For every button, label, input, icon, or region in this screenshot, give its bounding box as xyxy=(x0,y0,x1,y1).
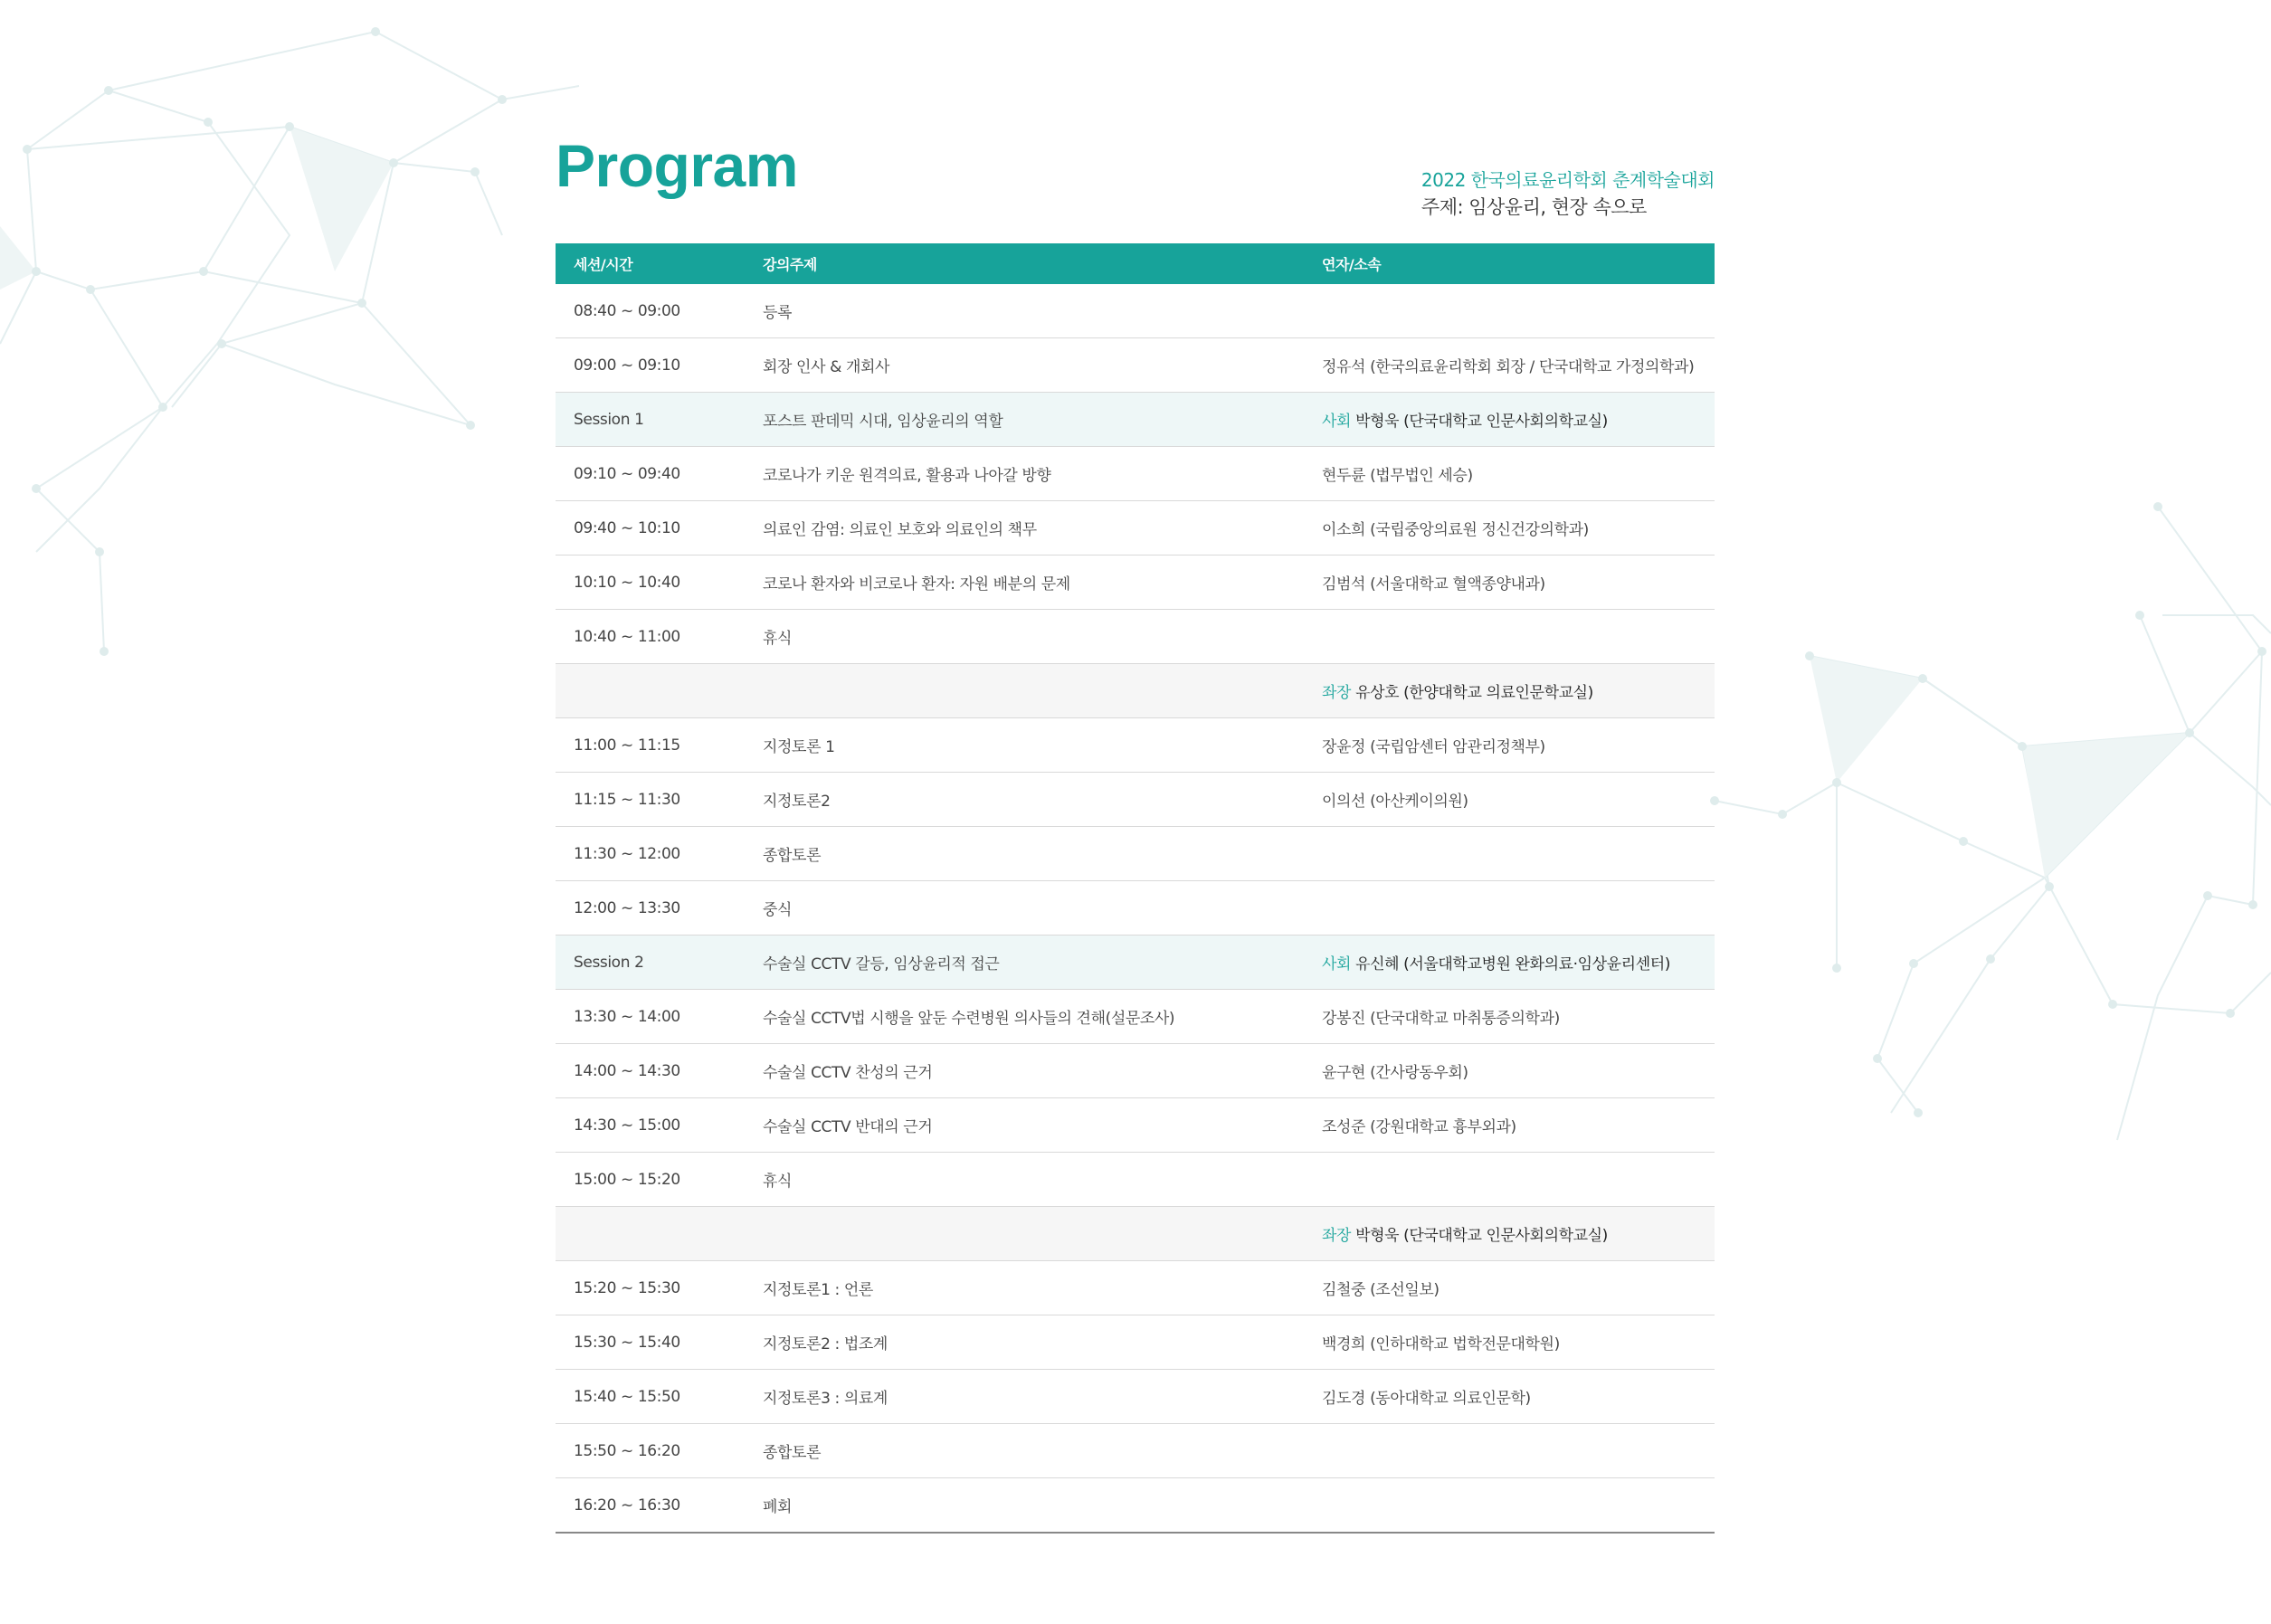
table-row xyxy=(556,1315,1715,1370)
speaker-role: 좌장 xyxy=(1322,684,1352,702)
cell-topic: 회장 인사 & 개회사 xyxy=(745,338,1304,393)
column-header-session-time: 세션/시간 xyxy=(556,243,745,284)
speaker-name: 유신혜 (서울대학교병원 완화의료·임상윤리센터) xyxy=(1355,955,1670,973)
cell-time xyxy=(556,1207,745,1261)
cell-time: 15:40 ~ 15:50 xyxy=(556,1370,745,1424)
speaker-name: 박형욱 (단국대학교 인문사회의학교실) xyxy=(1355,1227,1608,1245)
cell-topic: 등록 xyxy=(745,284,1304,338)
cell-topic: 종합토론 xyxy=(745,827,1304,881)
table-row xyxy=(556,1424,1715,1478)
cell-speaker xyxy=(1304,1153,1715,1207)
table-row xyxy=(556,881,1715,935)
cell-speaker: 강봉진 (단국대학교 마취통증의학과) xyxy=(1304,990,1715,1044)
page-title: Program xyxy=(556,132,798,199)
table-row xyxy=(556,556,1715,610)
cell-speaker xyxy=(1304,284,1715,338)
table-row xyxy=(556,338,1715,393)
table-row xyxy=(556,1478,1715,1534)
cell-topic: 수술실 CCTV 갈등, 임상윤리적 접근 xyxy=(745,935,1304,990)
cell-speaker: 김철중 (조선일보) xyxy=(1304,1261,1715,1315)
table-header-row xyxy=(556,243,1715,284)
table-row xyxy=(556,990,1715,1044)
cell-speaker: 윤구현 (간사랑동우회) xyxy=(1304,1044,1715,1098)
cell-time: 09:00 ~ 09:10 xyxy=(556,338,745,393)
program-table-body xyxy=(556,284,1715,1533)
speaker-role: 사회 xyxy=(1322,955,1352,973)
cell-speaker xyxy=(1304,393,1715,447)
cell-speaker: 조성준 (강원대학교 흉부외과) xyxy=(1304,1098,1715,1153)
cell-speaker xyxy=(1304,610,1715,664)
cell-time: 14:30 ~ 15:00 xyxy=(556,1098,745,1153)
cell-topic xyxy=(745,1207,1304,1261)
cell-topic: 휴식 xyxy=(745,1153,1304,1207)
event-name: 2022 한국의료윤리학회 춘계학술대회 xyxy=(1421,169,1715,191)
cell-topic: 코로나 환자와 비코로나 환자: 자원 배분의 문제 xyxy=(745,556,1304,610)
cell-topic: 수술실 CCTV 반대의 근거 xyxy=(745,1098,1304,1153)
cell-time: 08:40 ~ 09:00 xyxy=(556,284,745,338)
session-row xyxy=(556,935,1715,990)
cell-speaker: 백경희 (인하대학교 법학전문대학원) xyxy=(1304,1315,1715,1370)
cell-time: 10:40 ~ 11:00 xyxy=(556,610,745,664)
column-header-topic: 강의주제 xyxy=(745,243,1304,284)
cell-time: 11:15 ~ 11:30 xyxy=(556,773,745,827)
speaker-role: 사회 xyxy=(1322,413,1352,431)
cell-speaker: 현두륜 (법무법인 세승) xyxy=(1304,447,1715,501)
cell-topic xyxy=(745,664,1304,718)
cell-speaker: 장윤정 (국립암센터 암관리정책부) xyxy=(1304,718,1715,773)
cell-time: 15:20 ~ 15:30 xyxy=(556,1261,745,1315)
speaker-role: 좌장 xyxy=(1322,1227,1352,1245)
table-row xyxy=(556,1370,1715,1424)
cell-topic: 지정토론1 : 언론 xyxy=(745,1261,1304,1315)
cell-speaker: 이의선 (아산케이의원) xyxy=(1304,773,1715,827)
cell-time: 15:50 ~ 16:20 xyxy=(556,1424,745,1478)
cell-speaker xyxy=(1304,1478,1715,1534)
cell-time: 12:00 ~ 13:30 xyxy=(556,881,745,935)
cell-speaker: 이소희 (국립중앙의료원 정신건강의학과) xyxy=(1304,501,1715,556)
cell-time: 14:00 ~ 14:30 xyxy=(556,1044,745,1098)
cell-topic: 지정토론2 xyxy=(745,773,1304,827)
cell-topic: 수술실 CCTV 찬성의 근거 xyxy=(745,1044,1304,1098)
cell-speaker: 정유석 (한국의료윤리학회 회장 / 단국대학교 가정의학과) xyxy=(1304,338,1715,393)
cell-topic: 수술실 CCTV법 시행을 앞둔 수련병원 의사들의 견해(설문조사) xyxy=(745,990,1304,1044)
cell-time: 09:40 ~ 10:10 xyxy=(556,501,745,556)
cell-topic: 휴식 xyxy=(745,610,1304,664)
chair-row xyxy=(556,664,1715,718)
cell-topic: 코로나가 키운 원격의료, 활용과 나아갈 방향 xyxy=(745,447,1304,501)
event-info xyxy=(1421,166,1715,221)
cell-speaker xyxy=(1304,935,1715,990)
session-row xyxy=(556,393,1715,447)
cell-time: 15:30 ~ 15:40 xyxy=(556,1315,745,1370)
table-row xyxy=(556,827,1715,881)
cell-speaker: 김도경 (동아대학교 의료인문학) xyxy=(1304,1370,1715,1424)
table-row xyxy=(556,447,1715,501)
table-row xyxy=(556,1044,1715,1098)
table-row xyxy=(556,610,1715,664)
cell-topic: 의료인 감염: 의료인 보호와 의료인의 책무 xyxy=(745,501,1304,556)
column-header-speaker: 연자/소속 xyxy=(1304,243,1715,284)
cell-speaker xyxy=(1304,827,1715,881)
cell-time: Session 2 xyxy=(556,935,745,990)
cell-topic: 포스트 판데믹 시대, 임상윤리의 역할 xyxy=(745,393,1304,447)
table-row xyxy=(556,718,1715,773)
cell-time: 16:20 ~ 16:30 xyxy=(556,1478,745,1534)
cell-topic: 지정토론3 : 의료계 xyxy=(745,1370,1304,1424)
cell-topic: 중식 xyxy=(745,881,1304,935)
cell-time: 10:10 ~ 10:40 xyxy=(556,556,745,610)
cell-topic: 폐회 xyxy=(745,1478,1304,1534)
cell-time: 11:30 ~ 12:00 xyxy=(556,827,745,881)
table-row xyxy=(556,284,1715,338)
cell-time: 09:10 ~ 09:40 xyxy=(556,447,745,501)
table-row xyxy=(556,773,1715,827)
table-row xyxy=(556,1098,1715,1153)
speaker-name: 유상호 (한양대학교 의료인문학교실) xyxy=(1355,684,1593,702)
speaker-name: 박형욱 (단국대학교 인문사회의학교실) xyxy=(1355,413,1608,431)
table-row xyxy=(556,1261,1715,1315)
cell-time: 13:30 ~ 14:00 xyxy=(556,990,745,1044)
program-table xyxy=(556,243,1715,1534)
chair-row xyxy=(556,1207,1715,1261)
cell-time: Session 1 xyxy=(556,393,745,447)
event-theme: 주제: 임상윤리, 현장 속으로 xyxy=(1421,196,1647,218)
cell-time: 15:00 ~ 15:20 xyxy=(556,1153,745,1207)
cell-speaker xyxy=(1304,664,1715,718)
cell-speaker: 김범석 (서울대학교 혈액종양내과) xyxy=(1304,556,1715,610)
cell-speaker xyxy=(1304,1207,1715,1261)
table-row xyxy=(556,1153,1715,1207)
cell-topic: 지정토론2 : 법조계 xyxy=(745,1315,1304,1370)
cell-speaker xyxy=(1304,881,1715,935)
cell-topic: 지정토론 1 xyxy=(745,718,1304,773)
cell-time xyxy=(556,664,745,718)
cell-time: 11:00 ~ 11:15 xyxy=(556,718,745,773)
cell-speaker xyxy=(1304,1424,1715,1478)
cell-topic: 종합토론 xyxy=(745,1424,1304,1478)
table-row xyxy=(556,501,1715,556)
